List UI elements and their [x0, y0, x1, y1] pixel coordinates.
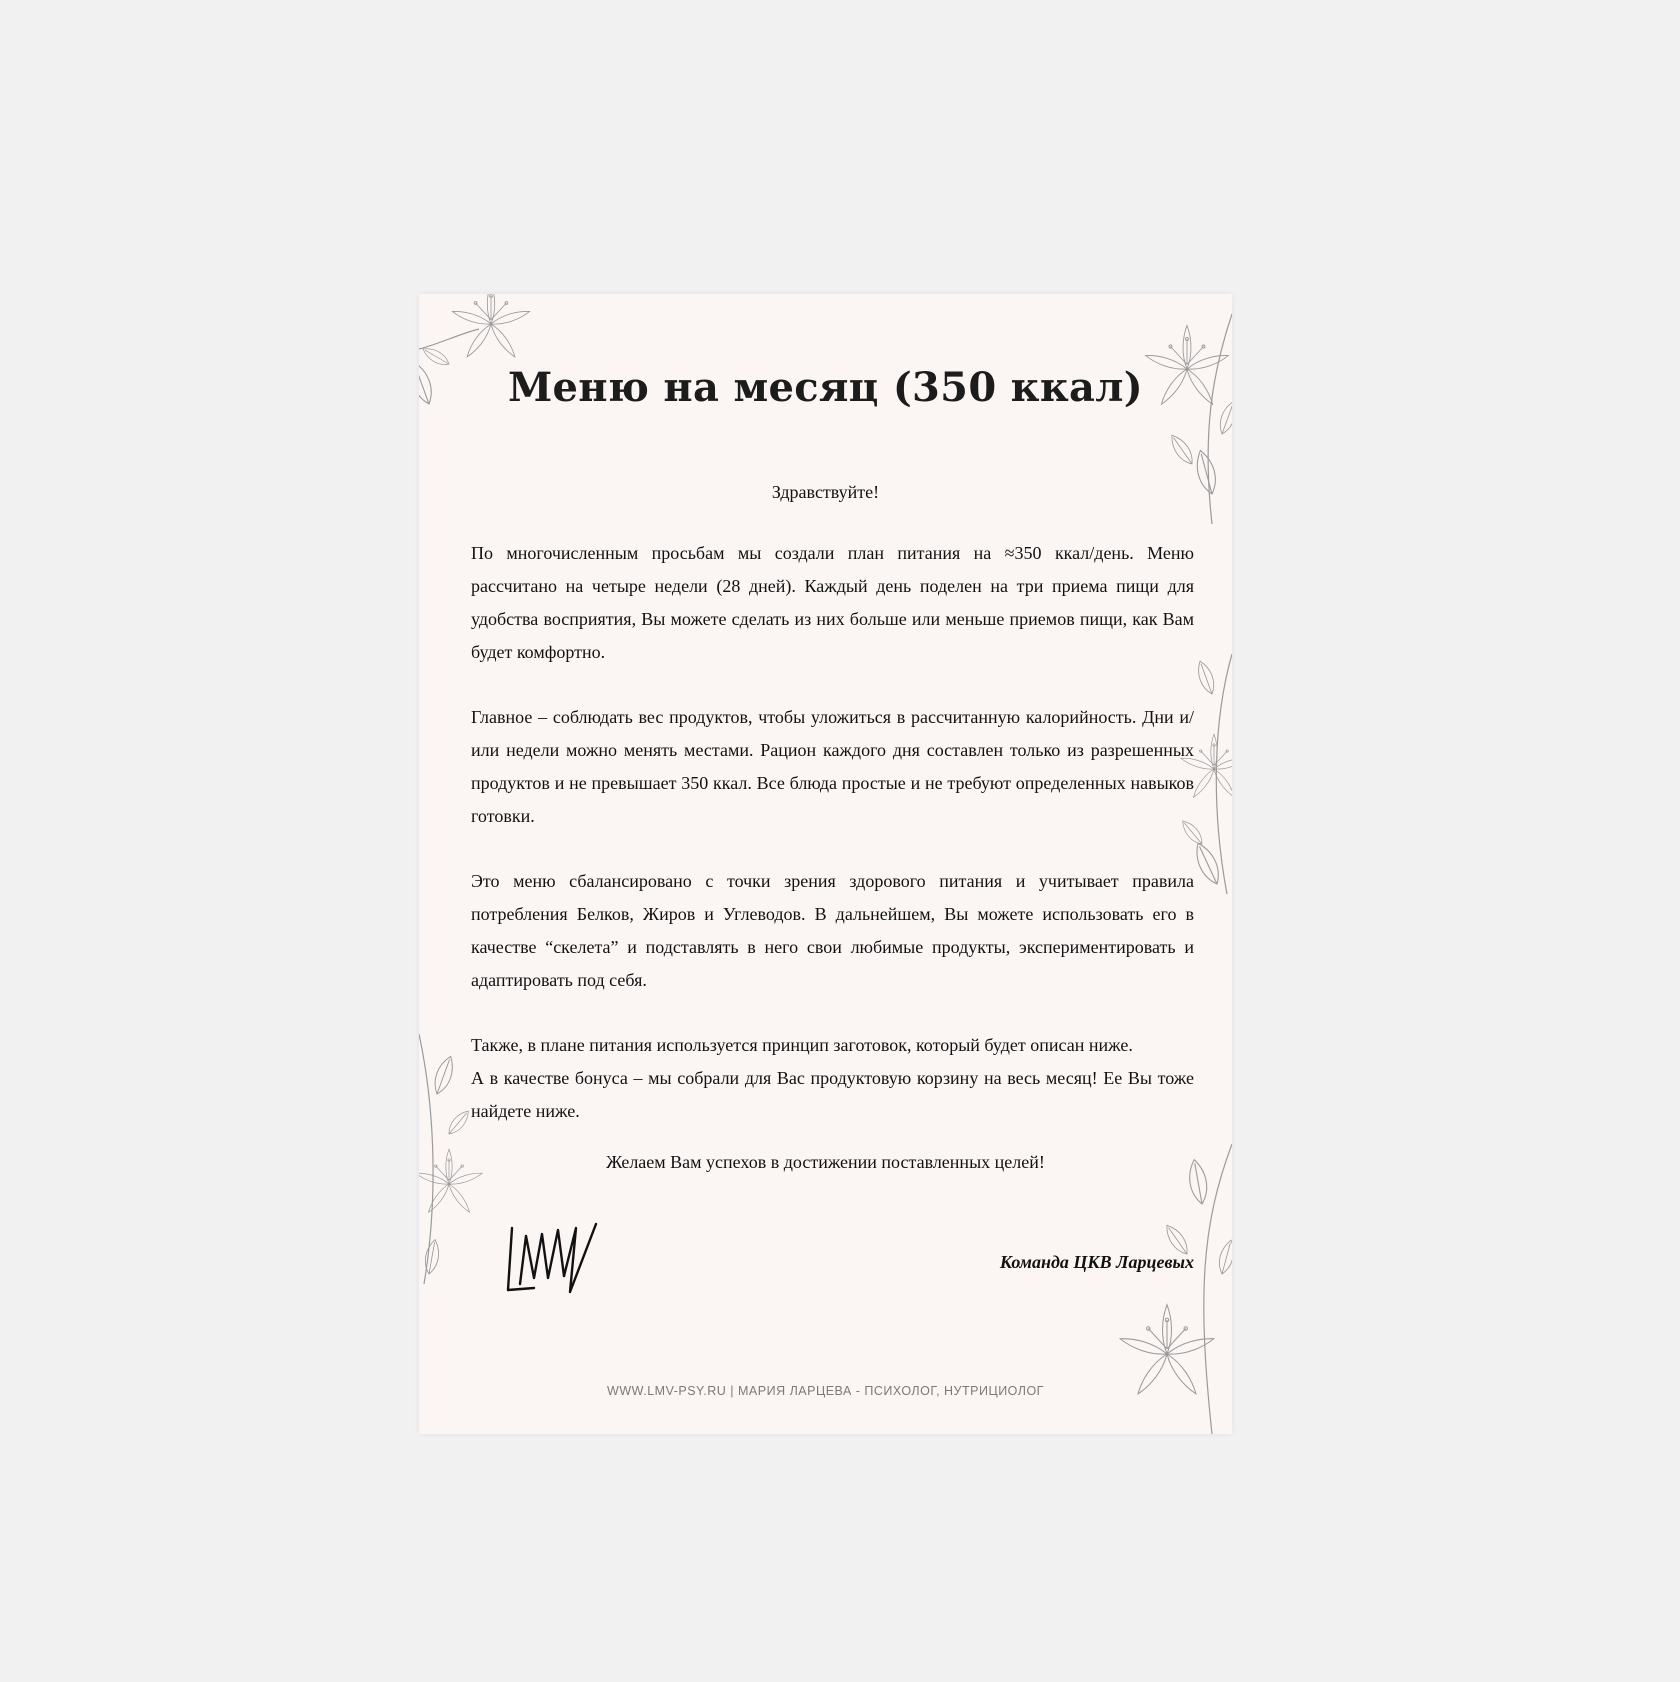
team-signature-name: Команда ЦКВ Ларцевых — [999, 1252, 1194, 1272]
paragraph-prep-principle: Также, в плане питания используется принцип заготовок, который будет описан ниже. — [471, 1035, 1133, 1055]
greeting-text: Здравствуйте! — [771, 482, 880, 502]
footer-text: WWW.LMV-PSY.RU | МАРИЯ ЛАРЦЕВА - ПСИХОЛОГ, НУТРИЦИОЛОГ — [607, 1384, 1044, 1398]
signature-logo-icon — [504, 1218, 604, 1303]
paragraph-bonus: А в качестве бонуса – мы собрали для Вас продуктовую корзину на весь месяц! Ее Вы тоже найдете ниже. — [471, 1068, 1194, 1121]
document-page — [419, 294, 1232, 1434]
closing-wish: Желаем Вам успехов в достижении поставленных целей! — [606, 1152, 1045, 1172]
paragraph-weight-rules: Главное – соблюдать вес продуктов, чтобы уложиться в рассчитанную калорийность. Дни и/или недели можно менять местами. Рацион каждого дня составлен только из разрешенных продуктов и не превышает 350 ккал. Все блюда простые и не требуют определенных навыков готовки. — [471, 707, 1194, 826]
page-title: Меню на месяц (350 ккал) — [507, 364, 1143, 411]
paragraph-balance: Это меню сбалансировано с точки зрения здорового питания и учитывает правила потребления Белков, Жиров и Углеводов. В дальнейшем, Вы можете использовать его в качестве “скелета” и подставлять в него свои любимые продукты, экспериментировать и адаптировать под себя. — [471, 871, 1194, 990]
paragraph-intro: По многочисленным просьбам мы создали план питания на ≈350 ккал/день. Меню рассчитано на четыре недели (28 дней). Каждый день поделен на три приема пищи для удобства восприятия, Вы можете сделать из них больше или меньше приемов пищи, как Вам будет комфортно. — [471, 543, 1194, 662]
